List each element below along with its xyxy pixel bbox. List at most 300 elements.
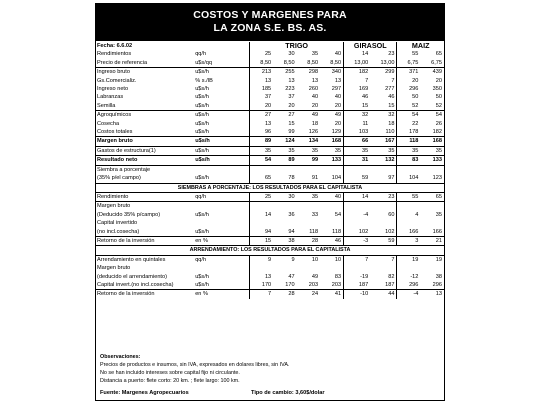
row-unit: u$s/qq xyxy=(195,59,212,66)
table-row xyxy=(96,202,444,211)
value-cell: 46 xyxy=(344,93,371,101)
value-cell: 78 xyxy=(288,175,295,182)
row-unit xyxy=(194,202,250,211)
value-cell: 30 xyxy=(288,193,295,200)
observation-line: Precios de productos e insumos, sin IVA, expresados en dolares libres, sin IVA. xyxy=(100,362,290,368)
value-cell: 182 xyxy=(344,68,371,77)
row-label: Semilla xyxy=(97,102,116,109)
value-cell: 20 xyxy=(334,102,342,109)
row-label: Margen bruto xyxy=(96,202,194,211)
row-label: Rendimiento xyxy=(97,193,129,200)
value-cell xyxy=(320,165,343,174)
value-cell xyxy=(370,219,397,227)
value-cell: 60 xyxy=(388,211,395,218)
value-cell: -4 xyxy=(397,290,420,299)
value-cell: 118 xyxy=(309,228,319,235)
value-cell: 296 xyxy=(432,281,442,288)
value-cell: 20 xyxy=(288,102,295,109)
section-header xyxy=(96,246,444,255)
cost-margin-table xyxy=(96,42,444,299)
value-cell: 14 xyxy=(344,192,371,201)
value-cell: 102 xyxy=(385,228,395,235)
value-cell: 59 xyxy=(370,236,397,245)
row-unit: u$s/h xyxy=(194,137,250,146)
row-label: Siembra a porcentaje xyxy=(96,165,194,174)
table-row xyxy=(96,93,444,101)
row-unit: u$s/h xyxy=(195,86,209,93)
title-line-2: LA ZONA S.E. BS. AS. xyxy=(213,22,327,34)
value-cell: 118 xyxy=(397,137,420,146)
value-cell: 91 xyxy=(311,175,319,182)
row-unit: qq/h xyxy=(195,51,207,58)
row-unit: u$s/h xyxy=(195,102,209,109)
row-label: Resultado neto xyxy=(96,156,194,165)
observation-line: Distancia a puerto: flete corto: 20 km. ; flete largo: 100 km. xyxy=(100,378,240,384)
value-cell: 182 xyxy=(432,129,442,136)
value-cell: 14 xyxy=(250,211,273,219)
row-unit: u$s/h xyxy=(195,281,209,288)
value-cell xyxy=(273,264,296,272)
row-label: Margen bruto xyxy=(97,265,131,272)
header-row xyxy=(96,42,444,50)
value-cell: 371 xyxy=(397,68,420,77)
table-row xyxy=(96,192,444,201)
value-cell xyxy=(344,165,371,174)
value-cell: 38 xyxy=(273,236,296,245)
row-unit: qq/h xyxy=(195,256,207,263)
value-cell: 35 xyxy=(311,51,319,58)
table-row xyxy=(96,146,444,155)
value-cell: 50 xyxy=(435,94,442,101)
value-cell xyxy=(420,264,444,272)
value-cell: 35 xyxy=(273,146,296,155)
table-row xyxy=(96,85,444,93)
value-cell: 299 xyxy=(370,68,397,77)
row-label: Ingreso bruto xyxy=(96,68,194,77)
value-cell: 35 xyxy=(397,146,420,155)
value-cell: 55 xyxy=(397,192,420,201)
value-cell: 255 xyxy=(273,68,296,77)
table-row xyxy=(96,219,444,227)
value-cell: 15 xyxy=(250,236,273,245)
value-cell: 439 xyxy=(420,68,444,77)
value-cell: 6,75 xyxy=(431,59,442,66)
value-cell: 6,75 xyxy=(397,59,420,68)
row-label: (deducido el arrendamiento) xyxy=(97,273,167,280)
value-cell: 132 xyxy=(370,156,397,165)
row-label: Retorno de la inversión xyxy=(96,236,194,245)
value-cell: 41 xyxy=(320,290,343,299)
value-cell xyxy=(370,165,397,174)
title-line-1: COSTOS Y MARGENES PARA xyxy=(193,9,347,21)
value-cell: 49 xyxy=(320,111,343,120)
row-label: Ingreso neto xyxy=(97,86,129,93)
value-cell: 9 xyxy=(291,256,295,263)
value-cell: 7 xyxy=(344,77,371,85)
value-cell: 103 xyxy=(344,128,371,137)
row-unit: en % xyxy=(194,290,250,299)
value-cell: 18 xyxy=(388,120,395,127)
value-cell: 170 xyxy=(285,281,295,288)
section-title: ARRENDAMIENTO: LOS RESULTADOS PARA EL CAPITALISTA xyxy=(96,246,444,255)
value-cell: 7 xyxy=(391,256,395,263)
value-cell: 94 xyxy=(288,228,295,235)
value-cell xyxy=(297,165,320,174)
title-banner xyxy=(96,4,444,41)
table-row xyxy=(96,156,444,165)
value-cell: 223 xyxy=(285,86,295,93)
value-cell: 27 xyxy=(273,111,296,120)
value-cell: 23 xyxy=(388,193,395,200)
value-cell xyxy=(297,202,320,211)
value-cell: 19 xyxy=(435,256,442,263)
source-text: Fuente: Margenes Agropecuarios xyxy=(100,390,189,396)
row-unit xyxy=(194,219,250,227)
value-cell: 166 xyxy=(397,228,420,237)
value-cell: 65 xyxy=(435,193,442,200)
value-cell: 89 xyxy=(250,137,273,146)
value-cell: 46 xyxy=(388,94,395,101)
value-cell: 340 xyxy=(320,68,343,77)
value-cell: 35 xyxy=(320,146,343,155)
value-cell: 8,50 xyxy=(307,59,319,66)
row-label: Capital invert.(no incl.cosecha) xyxy=(97,281,174,288)
value-cell: -3 xyxy=(344,236,371,245)
value-cell: 54 xyxy=(334,211,342,218)
date-label: Fecha: 6.6.02 xyxy=(97,43,133,49)
value-cell: 277 xyxy=(385,86,395,93)
value-cell: 166 xyxy=(432,228,442,235)
value-cell: 49 xyxy=(297,111,320,120)
value-cell: 8,50 xyxy=(330,59,342,66)
value-cell: 30 xyxy=(288,51,295,58)
table-row xyxy=(96,165,444,174)
value-cell: 66 xyxy=(344,137,371,146)
row-unit: u$s/h xyxy=(195,228,209,235)
value-cell: 31 xyxy=(344,156,371,165)
value-cell: 18 xyxy=(311,120,319,127)
value-cell: 20 xyxy=(311,102,319,109)
value-cell: 13 xyxy=(334,77,342,84)
value-cell: 27 xyxy=(250,111,273,120)
value-cell: 65 xyxy=(435,51,442,58)
table-row xyxy=(96,137,444,146)
value-cell: 10 xyxy=(311,256,319,263)
value-cell: 35 xyxy=(370,146,397,155)
value-cell: 7 xyxy=(250,290,273,299)
value-cell: 298 xyxy=(297,68,320,77)
table-row xyxy=(96,174,444,183)
value-cell: 123 xyxy=(432,175,442,182)
value-cell: 169 xyxy=(344,85,371,93)
row-label: Capital invertido xyxy=(97,220,138,227)
value-cell: 54 xyxy=(250,156,273,165)
value-cell: -19 xyxy=(344,273,371,281)
value-cell xyxy=(397,165,420,174)
table-row xyxy=(96,264,444,272)
row-label: Agroquímicos xyxy=(96,111,194,120)
value-cell: 7 xyxy=(391,77,395,84)
row-label: Cosecha xyxy=(97,120,120,127)
value-cell: 24 xyxy=(297,290,320,299)
value-cell: 187 xyxy=(344,281,371,290)
value-cell: 35 xyxy=(250,146,273,155)
value-cell: 59 xyxy=(344,174,371,183)
value-cell: 15 xyxy=(344,102,371,111)
value-cell: 13 xyxy=(250,273,273,281)
value-cell: 129 xyxy=(331,129,342,136)
row-unit: u$s/h xyxy=(194,146,250,155)
value-cell xyxy=(273,202,296,211)
value-cell xyxy=(250,165,273,174)
value-cell: 15 xyxy=(288,120,295,127)
value-cell: 13 xyxy=(311,77,319,84)
value-cell: 52 xyxy=(397,102,420,111)
value-cell xyxy=(420,202,444,211)
table-row xyxy=(96,59,444,68)
value-cell: 99 xyxy=(297,156,320,165)
source-footer xyxy=(100,390,442,396)
row-unit: u$s/h xyxy=(194,111,250,120)
value-cell: 44 xyxy=(370,290,397,299)
row-unit: u$s/h xyxy=(195,120,209,127)
value-cell xyxy=(273,219,296,227)
value-cell: 296 xyxy=(397,281,420,290)
value-cell: 15 xyxy=(388,102,395,109)
table-row xyxy=(96,228,444,237)
value-cell: 185 xyxy=(250,85,273,93)
value-cell: 170 xyxy=(250,281,273,290)
cost-margin-sheet xyxy=(95,3,445,401)
value-cell: 20 xyxy=(435,77,442,84)
row-unit: u$s/h xyxy=(195,273,209,280)
value-cell: 104 xyxy=(331,175,342,182)
table-row xyxy=(96,281,444,290)
value-cell xyxy=(250,219,273,227)
value-cell: 203 xyxy=(331,281,342,288)
value-cell xyxy=(344,202,371,211)
table-row xyxy=(96,290,444,299)
value-cell: 96 xyxy=(250,128,273,137)
value-cell xyxy=(250,264,273,272)
row-unit: u$s/h xyxy=(194,156,250,165)
value-cell: 49 xyxy=(311,273,319,280)
value-cell xyxy=(370,202,397,211)
value-cell xyxy=(250,202,273,211)
row-unit: u$s/h xyxy=(195,129,209,136)
table-row xyxy=(96,120,444,128)
row-label: (no incl.cosecha) xyxy=(97,228,140,235)
value-cell: 36 xyxy=(288,211,295,218)
section-title: SIEMBRAS A PORCENTAJE: LOS RESULTADOS PARA EL CAPITALISTA xyxy=(96,183,444,192)
row-label: Labranzas xyxy=(97,94,124,101)
row-unit: u$s/h xyxy=(194,68,250,77)
row-label: (Deducido 35% p/campo) xyxy=(97,211,161,218)
value-cell: 32 xyxy=(344,111,371,120)
value-cell: 23 xyxy=(388,51,395,58)
value-cell: 20 xyxy=(250,102,273,111)
value-cell: 203 xyxy=(308,281,319,288)
value-cell: 11 xyxy=(344,120,371,128)
value-cell xyxy=(397,202,420,211)
value-cell: 9 xyxy=(250,255,273,264)
value-cell: 104 xyxy=(397,174,420,183)
value-cell: 8,50 xyxy=(283,59,295,66)
value-cell: 52 xyxy=(435,102,442,109)
value-cell: 13,00 xyxy=(344,59,371,68)
value-cell: 54 xyxy=(397,111,420,120)
row-unit: u$s/h xyxy=(195,175,209,182)
value-cell: 14 xyxy=(344,50,371,58)
row-unit: % s./IB xyxy=(195,77,213,84)
row-label: Arrendamiento en quintales xyxy=(97,256,166,263)
crop-header-girasol: GIRASOL xyxy=(344,42,397,50)
table-row xyxy=(96,255,444,264)
value-cell: 65 xyxy=(250,174,273,183)
value-cell: 19 xyxy=(397,255,420,264)
row-unit: en % xyxy=(194,236,250,245)
value-cell: 178 xyxy=(397,128,420,137)
crop-header-trigo: TRIGO xyxy=(250,42,344,50)
table-row xyxy=(96,211,444,219)
value-cell: 124 xyxy=(273,137,296,146)
value-cell: 22 xyxy=(397,120,420,128)
value-cell: 35 xyxy=(344,146,371,155)
value-cell: 213 xyxy=(250,68,273,77)
value-cell: 28 xyxy=(297,236,320,245)
value-cell: 28 xyxy=(273,290,296,299)
row-label: Rendimientos xyxy=(97,51,132,58)
value-cell: 82 xyxy=(388,273,395,280)
row-label: Gs.Comercializ. xyxy=(97,77,137,84)
table-row xyxy=(96,77,444,85)
row-label: Retorno de la inversión xyxy=(96,290,194,299)
row-unit: u$s/h xyxy=(195,211,209,218)
value-cell xyxy=(420,165,444,174)
row-unit: u$s/h xyxy=(195,94,209,101)
value-cell: 134 xyxy=(297,137,320,146)
row-label: Precio de referencia xyxy=(97,59,148,66)
table-row xyxy=(96,50,444,58)
value-cell: 21 xyxy=(420,236,444,245)
table-row xyxy=(96,273,444,281)
value-cell xyxy=(273,165,296,174)
value-cell: 40 xyxy=(334,51,342,58)
value-cell: -12 xyxy=(397,273,420,281)
value-cell: 35 xyxy=(435,211,442,218)
value-cell: 13 xyxy=(250,120,273,128)
value-cell: 37 xyxy=(288,94,295,101)
value-cell: 83 xyxy=(334,273,342,280)
value-cell: 35 xyxy=(297,146,320,155)
row-unit xyxy=(194,264,250,272)
crop-header-maiz: MAIZ xyxy=(397,42,444,50)
value-cell xyxy=(320,202,343,211)
value-cell: 3 xyxy=(397,236,420,245)
table-row xyxy=(96,68,444,77)
exchange-rate: Tipo de cambio: 3,60$/dolar xyxy=(251,390,325,396)
value-cell: 13 xyxy=(250,77,273,85)
value-cell: 7 xyxy=(344,255,371,264)
value-cell: 118 xyxy=(332,228,342,235)
value-cell xyxy=(297,264,320,272)
value-cell: 50 xyxy=(397,93,420,101)
value-cell: 187 xyxy=(385,281,395,288)
value-cell xyxy=(370,264,397,272)
value-cell: 40 xyxy=(311,94,319,101)
row-label: (35% p/el campo) xyxy=(97,175,141,182)
row-label: Margen bruto xyxy=(96,137,194,146)
value-cell: 99 xyxy=(288,129,295,136)
observation-line: No se han incluido intereses sobre capital fijo ni circulante. xyxy=(100,370,240,376)
section-header xyxy=(96,183,444,192)
value-cell: 10 xyxy=(334,256,342,263)
value-cell xyxy=(344,219,371,227)
table-row xyxy=(96,128,444,137)
value-cell: 46 xyxy=(320,236,343,245)
value-cell xyxy=(397,264,420,272)
value-cell xyxy=(420,219,444,227)
value-cell: 83 xyxy=(397,156,420,165)
value-cell: 55 xyxy=(397,50,420,58)
value-cell: 133 xyxy=(320,156,343,165)
row-label: Costos totales xyxy=(97,129,133,136)
value-cell: 35 xyxy=(311,193,319,200)
value-cell: 13 xyxy=(288,77,295,84)
value-cell: 168 xyxy=(420,137,444,146)
value-cell: 260 xyxy=(308,86,319,93)
value-cell: 25 xyxy=(250,192,273,201)
value-cell: 38 xyxy=(435,273,442,280)
value-cell: 35 xyxy=(420,146,444,155)
value-cell xyxy=(344,264,371,272)
value-cell: 296 xyxy=(397,85,420,93)
value-cell: 168 xyxy=(320,137,343,146)
value-cell: 350 xyxy=(432,86,442,93)
value-cell: 89 xyxy=(273,156,296,165)
value-cell: 20 xyxy=(334,120,342,127)
observations-heading: Observaciones: xyxy=(100,354,141,360)
value-cell: 110 xyxy=(385,129,395,136)
value-cell: 102 xyxy=(344,228,371,237)
row-unit: qq/h xyxy=(195,193,207,200)
value-cell: -4 xyxy=(344,211,371,219)
value-cell: -10 xyxy=(344,290,371,299)
observations xyxy=(100,353,442,385)
value-cell: 40 xyxy=(334,94,342,101)
value-cell xyxy=(320,219,343,227)
value-cell xyxy=(320,264,343,272)
value-cell: 20 xyxy=(397,77,420,85)
value-cell xyxy=(297,219,320,227)
value-cell: 97 xyxy=(388,175,395,182)
value-cell: 33 xyxy=(311,211,319,218)
table-row xyxy=(96,102,444,111)
value-cell: 13,00 xyxy=(380,59,395,66)
value-cell: 40 xyxy=(334,193,342,200)
value-cell: 8,50 xyxy=(250,59,273,68)
value-cell: 133 xyxy=(420,156,444,165)
value-cell: 126 xyxy=(308,129,319,136)
row-label: Gastos de estructura(1) xyxy=(96,146,194,155)
value-cell: 37 xyxy=(250,93,273,101)
table-row xyxy=(96,111,444,120)
value-cell: 54 xyxy=(420,111,444,120)
value-cell: 13 xyxy=(420,290,444,299)
value-cell: 297 xyxy=(331,86,342,93)
row-unit xyxy=(194,165,250,174)
value-cell xyxy=(397,219,420,227)
